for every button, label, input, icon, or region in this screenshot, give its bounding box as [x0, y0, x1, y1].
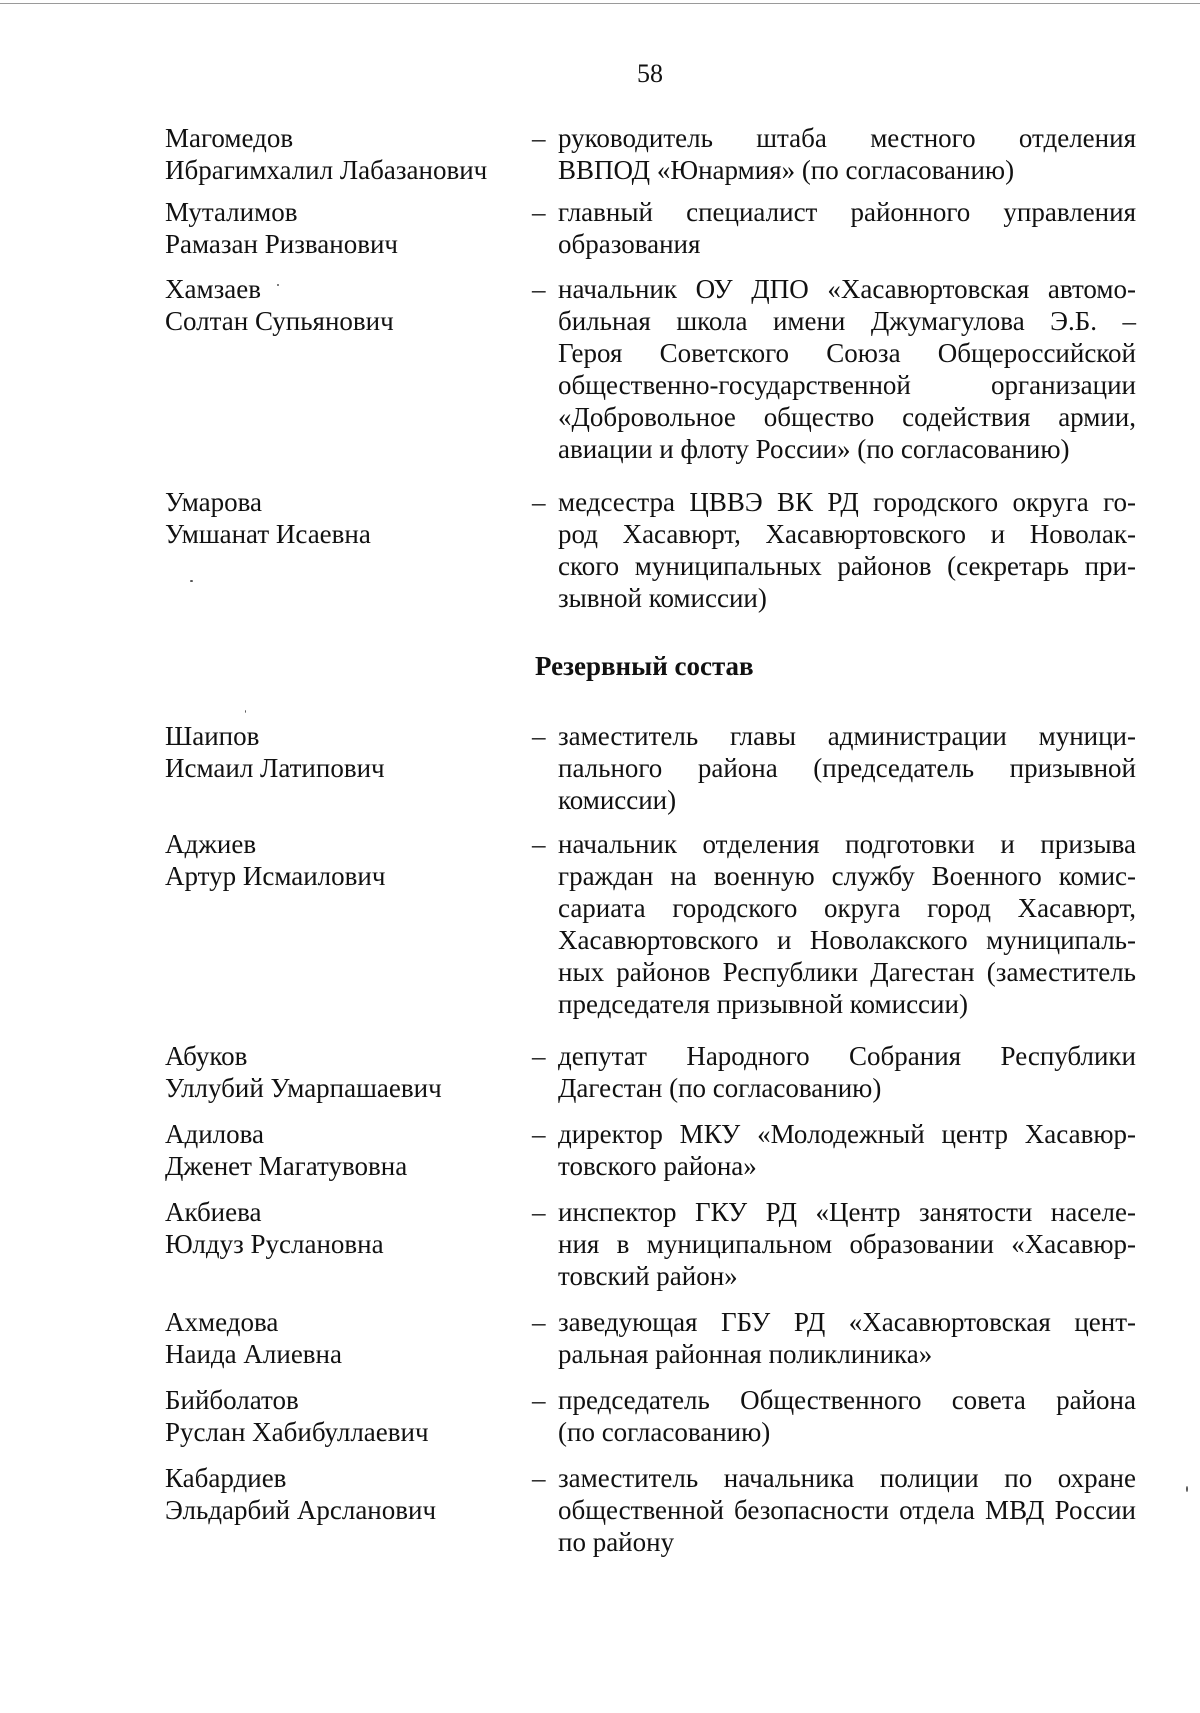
member-surname: Адилова: [165, 1119, 265, 1149]
role-line: зывной комиссии): [558, 583, 767, 613]
member-role: [558, 1384, 1136, 1448]
entry-dash: –: [532, 721, 546, 751]
entry-dash: –: [532, 1463, 546, 1493]
role-line: (по согласованию): [558, 1417, 771, 1447]
entry-dash: –: [532, 197, 546, 227]
role-line: председатель Общественного совета района: [558, 1385, 1136, 1415]
member-role: [558, 1306, 1136, 1370]
role-line: комиссии): [558, 785, 677, 815]
role-line: ния в муниципальном образовании «Хасавюр-: [558, 1229, 1136, 1259]
member-role: [558, 196, 1136, 260]
member-surname: Бийболатов: [165, 1385, 299, 1415]
member-surname: Кабардиев: [165, 1463, 287, 1493]
member-role: [558, 1196, 1136, 1292]
member-name: [165, 486, 535, 550]
role-line: граждан на военную службу Военного комис-: [558, 861, 1136, 891]
entry-dash: –: [532, 829, 546, 859]
role-line: заместитель начальника полиции по охране: [558, 1463, 1136, 1493]
entry-dash: –: [532, 1197, 546, 1227]
member-surname: Ахмедова: [165, 1307, 279, 1337]
entry-dash: –: [532, 274, 546, 304]
member-given-name: Рамазан Ризванович: [165, 229, 398, 259]
role-line: сариата городского округа город Хасавюрт,: [558, 893, 1136, 923]
entry-dash: –: [532, 487, 546, 517]
entry-dash: –: [532, 123, 546, 153]
entry-dash: –: [532, 1385, 546, 1415]
member-given-name: Наида Алиевна: [165, 1339, 342, 1369]
member-role: [558, 1040, 1136, 1104]
role-line: Героя Советского Союза Общероссийской: [558, 338, 1136, 368]
scan-speck: [245, 710, 246, 713]
member-given-name: Эльдарбий Арсланович: [165, 1495, 437, 1525]
role-line: председателя призывной комиссии): [558, 989, 968, 1019]
scan-speck: [1186, 1486, 1188, 1492]
member-surname: Муталимов: [165, 197, 298, 227]
member-given-name: Солтан Супьянович: [165, 306, 394, 336]
member-name: [165, 720, 535, 784]
role-line: Дагестан (по согласованию): [558, 1073, 882, 1103]
entry-dash: –: [532, 1307, 546, 1337]
member-given-name: Исмаил Латипович: [165, 753, 385, 783]
top-rule: [0, 3, 1200, 4]
member-role: [558, 1462, 1136, 1558]
member-role: [558, 122, 1136, 186]
member-surname: Аджиев: [165, 829, 257, 859]
member-role: [558, 1118, 1136, 1182]
member-surname: Акбиева: [165, 1197, 262, 1227]
role-line: инспектор ГКУ РД «Центр занятости населе-: [558, 1197, 1136, 1227]
role-line: заведующая ГБУ РД «Хасавюртовская цент-: [558, 1307, 1136, 1337]
member-name: [165, 828, 535, 892]
role-line: ВВПОД «Юнармия» (по согласованию): [558, 155, 1015, 185]
member-name: [165, 1462, 535, 1526]
role-line: ральная районная поликлиника»: [558, 1339, 933, 1369]
role-line: ского муниципальных районов (секретарь при-: [558, 551, 1136, 581]
role-line: пального района (председатель призывной: [558, 753, 1136, 783]
role-line: Хасавюртовского и Новолакского муниципаль-: [558, 925, 1136, 955]
role-line: по району: [558, 1527, 675, 1557]
member-given-name: Юлдуз Руслановна: [165, 1229, 384, 1259]
scan-speck: [277, 284, 279, 286]
role-line: медсестра ЦВВЭ ВК РД городского округа го-: [558, 487, 1136, 517]
member-role: [558, 720, 1136, 816]
member-given-name: Руслан Хабибуллаевич: [165, 1417, 429, 1447]
role-line: начальник отделения подготовки и призыва: [558, 829, 1136, 859]
role-line: товского района»: [558, 1151, 757, 1181]
member-given-name: Артур Исмаилович: [165, 861, 386, 891]
member-surname: Абуков: [165, 1041, 248, 1071]
entry-dash: –: [532, 1119, 546, 1149]
role-line: «Добровольное общество содействия армии,: [558, 402, 1136, 432]
member-given-name: Уллубий Умарпашаевич: [165, 1073, 442, 1103]
role-line: авиации и флоту России» (по согласованию): [558, 434, 1070, 464]
member-surname: Шаипов: [165, 721, 260, 751]
role-line: общественно-государственной организации: [558, 370, 1136, 400]
entry-dash: –: [532, 1041, 546, 1071]
reserve-heading: Резервный состав: [535, 651, 754, 681]
member-name: [165, 1196, 535, 1260]
role-line: депутат Народного Собрания Республики: [558, 1041, 1136, 1071]
role-line: род Хасавюрт, Хасавюртовского и Новолак-: [558, 519, 1136, 549]
member-name: [165, 1040, 535, 1104]
role-line: образования: [558, 229, 701, 259]
role-line: бильная школа имени Джумагулова Э.Б. –: [558, 306, 1136, 336]
role-line: общественной безопасности отдела МВД России: [558, 1495, 1136, 1525]
role-line: начальник ОУ ДПО «Хасавюртовская автомо-: [558, 274, 1136, 304]
member-given-name: Ибрагимхалил Лабазанович: [165, 155, 488, 185]
member-role: [558, 273, 1136, 465]
member-role: [558, 486, 1136, 614]
member-name: [165, 1306, 535, 1370]
role-line: директор МКУ «Молодежный центр Хасавюр-: [558, 1119, 1136, 1149]
member-surname: Магомедов: [165, 123, 294, 153]
member-surname: Умарова: [165, 487, 263, 517]
role-line: товский район»: [558, 1261, 738, 1291]
member-given-name: Умшанат Исаевна: [165, 519, 371, 549]
role-line: заместитель главы администрации муници-: [558, 721, 1136, 751]
member-given-name: Дженет Магатувовна: [165, 1151, 408, 1181]
member-name: [165, 122, 535, 186]
scan-speck: [190, 580, 193, 582]
member-name: [165, 1118, 535, 1182]
role-line: ных районов Республики Дагестан (заместитель: [558, 957, 1136, 987]
role-line: руководитель штаба местного отделения: [558, 123, 1136, 153]
member-role: [558, 828, 1136, 1020]
member-name: [165, 273, 535, 337]
page-number: 58: [637, 59, 663, 88]
member-surname: Хамзаев: [165, 274, 261, 304]
role-line: главный специалист районного управления: [558, 197, 1136, 227]
member-name: [165, 1384, 535, 1448]
member-name: [165, 196, 535, 260]
